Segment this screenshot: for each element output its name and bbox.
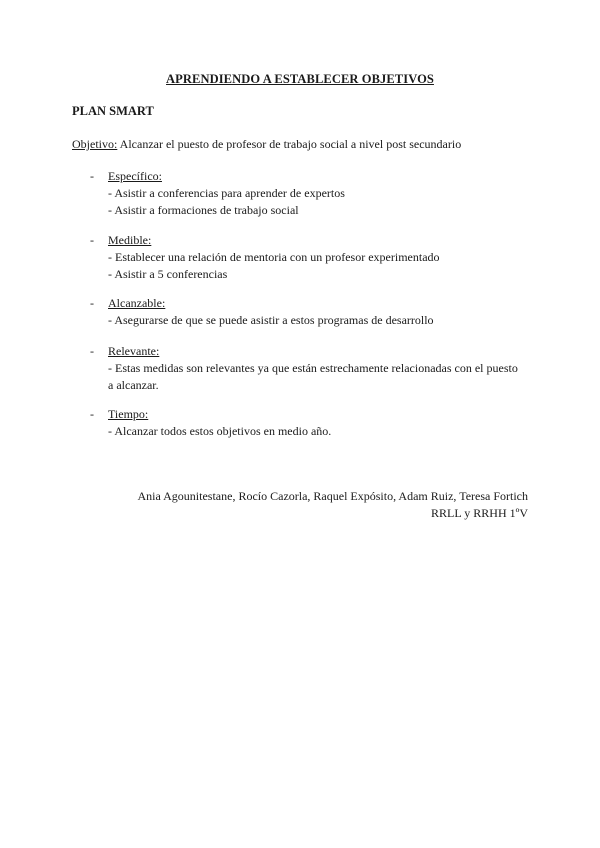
section-line: - Asistir a formaciones de trabajo social [108,203,299,217]
document-subtitle: PLAN SMART [72,104,154,118]
section-dash: - [90,296,94,310]
signature-authors: Ania Agounitestane, Rocío Cazorla, Raquel Expósito, Adam Ruiz, Teresa Fortich [137,489,528,503]
objective-line [72,137,461,152]
section-line: - Establecer una relación de mentoria con un profesor experimentado [108,250,440,264]
section-heading: Específico: [108,169,162,183]
section-alcanzable [72,295,532,329]
section-line: - Asegurarse de que se puede asistir a estos programas de desarrollo [108,313,434,327]
section-relevante [72,343,532,394]
objective-text: Alcanzar el puesto de profesor de trabajo social a nivel post secundario [117,137,462,151]
section-line: - Estas medidas son relevantes ya que están estrechamente relacionadas con el puesto [108,361,518,375]
section-medible [72,232,532,283]
document-title: APRENDIENDO A ESTABLECER OBJETIVOS [166,72,434,86]
section-heading: Tiempo: [108,407,149,421]
section-heading: Medible: [108,233,152,247]
section-line: - Asistir a 5 conferencias [108,267,228,281]
objective-label: Objetivo: [72,137,118,151]
section-line: - Asistir a conferencias para aprender de expertos [108,186,345,200]
section-dash: - [90,407,94,421]
signature-block [137,488,528,522]
section-dash: - [90,233,94,247]
signature-group: RRLL y RRHH 1ºV [431,506,528,520]
section-especifico [72,168,532,219]
section-line: - Alcanzar todos estos objetivos en medio año. [108,424,332,438]
section-line: a alcanzar. [108,378,159,392]
section-tiempo [72,406,532,440]
section-dash: - [90,169,94,183]
section-heading: Alcanzable: [108,296,166,310]
section-dash: - [90,344,94,358]
section-heading: Relevante: [108,344,160,358]
